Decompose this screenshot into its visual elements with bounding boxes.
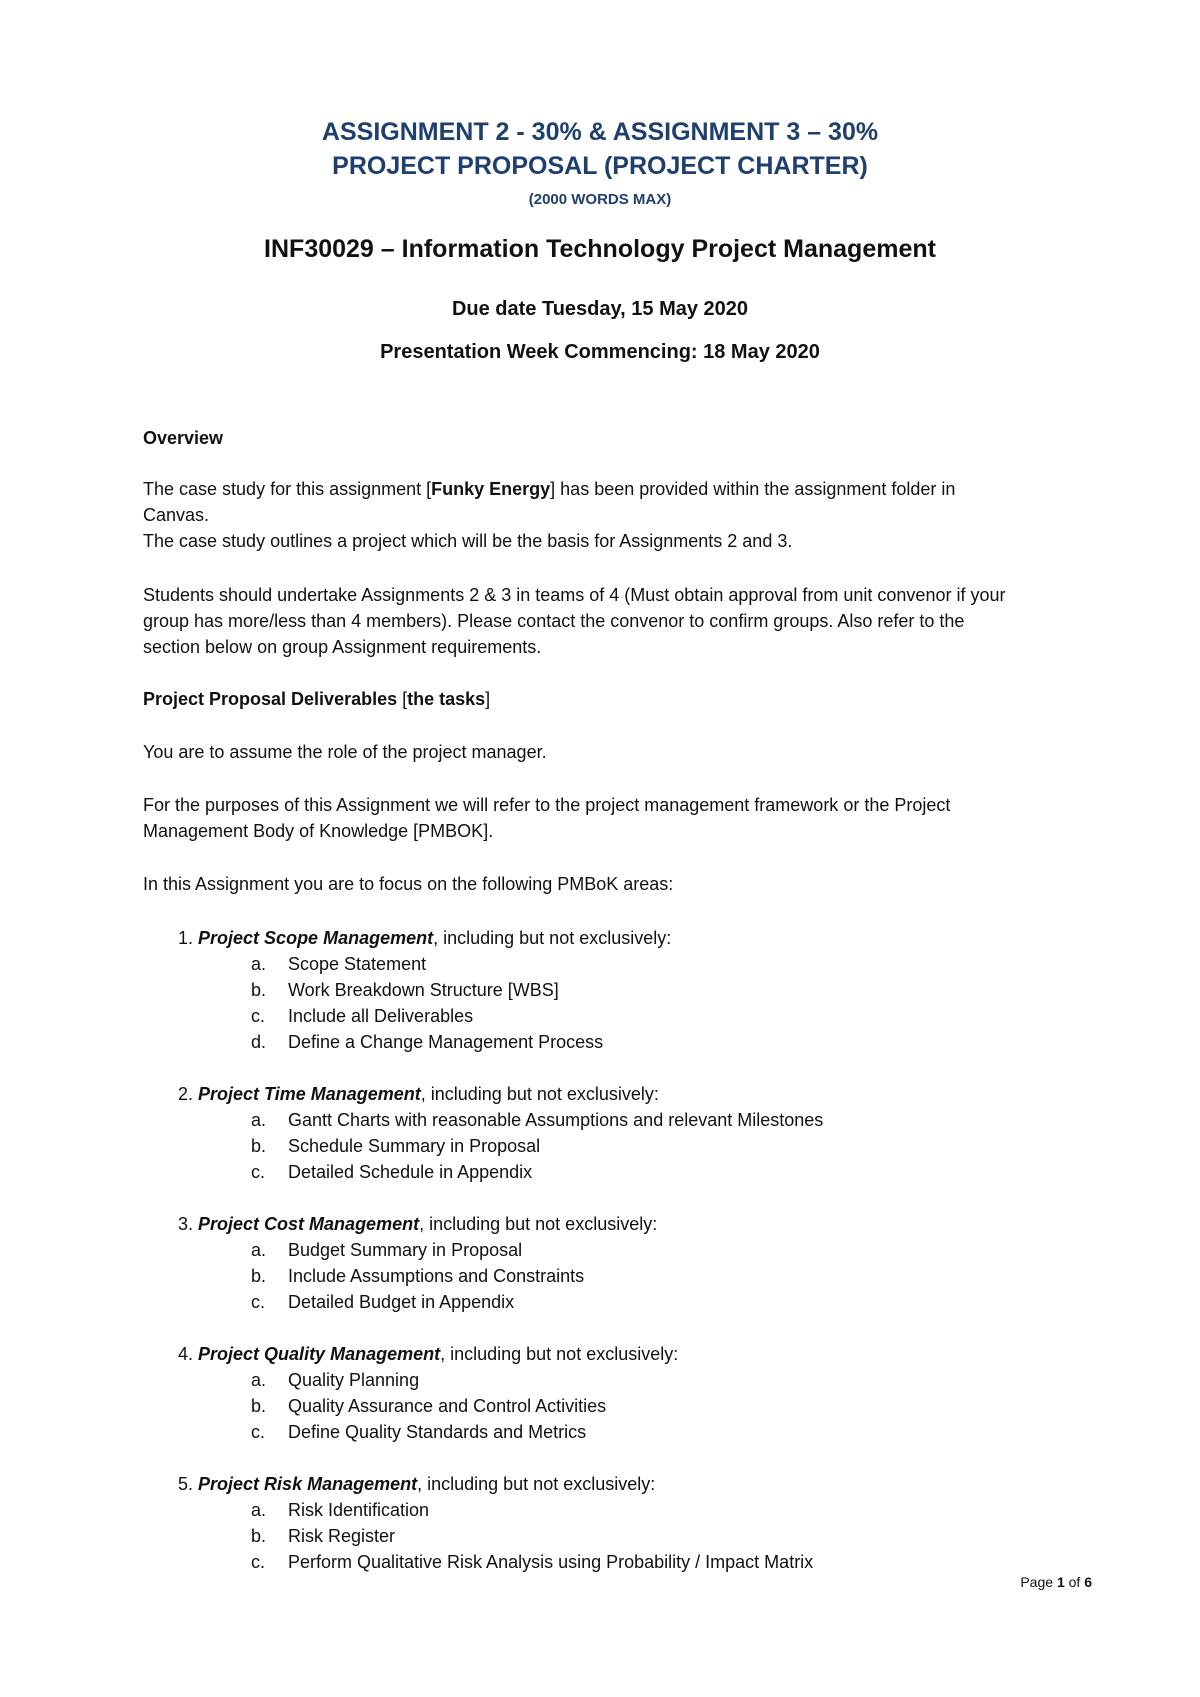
list-item [251, 1029, 603, 1055]
list-text: Include Assumptions and Constraints [288, 1266, 585, 1286]
bracket-open: [ [397, 689, 408, 709]
area-number: 2. [178, 1084, 194, 1104]
overview-paragraph-1 [143, 476, 1023, 528]
list-text: Gantt Charts with reasonable Assumptions and relevant Milestones [288, 1110, 824, 1130]
list-item [251, 951, 426, 977]
area-name: Project Quality Management [198, 1344, 441, 1364]
area-suffix: , including but not exclusively: [420, 1084, 659, 1104]
list-item [251, 1419, 586, 1445]
tasks-label: the tasks [407, 689, 486, 709]
list-text: Define a Change Management Process [288, 1032, 604, 1052]
list-text: Detailed Schedule in Appendix [288, 1162, 533, 1182]
list-letter: b. [251, 1136, 267, 1156]
list-item [251, 1289, 514, 1315]
list-letter: a. [251, 1370, 267, 1390]
area-suffix: , including but not exclusively: [433, 928, 672, 948]
list-text: Detailed Budget in Appendix [288, 1292, 515, 1312]
list-item [251, 1159, 532, 1185]
list-text: Risk Identification [288, 1500, 430, 1520]
list-item [251, 1393, 606, 1419]
area-number: 4. [178, 1344, 194, 1364]
list-letter: c. [251, 1552, 266, 1572]
list-item [251, 1237, 522, 1263]
list-letter: a. [251, 954, 267, 974]
list-item [251, 1367, 419, 1393]
deliverables-paragraph-3: In this Assignment you are to focus on the following PMBoK areas: [143, 874, 674, 894]
list-letter: b. [251, 1396, 267, 1416]
of-label: of [1064, 1574, 1085, 1590]
list-letter: b. [251, 980, 267, 1000]
proposal-title: PROJECT PROPOSAL (PROJECT CHARTER) [332, 152, 868, 180]
assignment-title: ASSIGNMENT 2 - 30% & ASSIGNMENT 3 – 30% [321, 118, 879, 146]
list-letter: c. [251, 1162, 266, 1182]
list-letter: c. [251, 1292, 266, 1312]
page-footer [1020, 1574, 1092, 1590]
deliverables-paragraph-2: For the purposes of this Assignment we will refer to the project management framework or the Project Management Body of Knowledge [PMBOK]. [143, 795, 951, 841]
case-study-name: Funky Energy [431, 479, 551, 499]
area-suffix: , including but not exclusively: [417, 1474, 656, 1494]
deliverables-heading-text: Project Proposal Deliverables [143, 689, 398, 709]
total-pages: 6 [1084, 1574, 1092, 1590]
page-number: 1 [1056, 1574, 1065, 1590]
word-limit: (2000 WORDS MAX) [528, 191, 672, 208]
list-letter: a. [251, 1110, 267, 1130]
area-number: 3. [178, 1214, 194, 1234]
page-label: Page [1020, 1574, 1057, 1590]
list-item [251, 1497, 429, 1523]
area-number: 1. [178, 928, 194, 948]
area-suffix: , including but not exclusively: [440, 1344, 679, 1364]
list-item [251, 1263, 584, 1289]
list-text: Perform Qualitative Risk Analysis using Probability / Impact Matrix [288, 1552, 814, 1572]
list-item [251, 1549, 813, 1575]
area-name: Project Scope Management [198, 928, 434, 948]
list-letter: a. [251, 1240, 267, 1260]
list-letter: b. [251, 1526, 267, 1546]
list-text: Risk Register [288, 1526, 396, 1546]
list-text: Budget Summary in Proposal [288, 1240, 523, 1260]
list-text: Scope Statement [288, 954, 427, 974]
overview-paragraph-3: Students should undertake Assignments 2 & 3 in teams of 4 (Must obtain approval from unit convenor if your group has more/less than 4 members). Please contact the convenor to confirm groups. Also refer to the section below on group Assignment requirements. [143, 585, 1006, 657]
overview-heading: Overview [143, 428, 224, 448]
area-name: Project Risk Management [198, 1474, 418, 1494]
area-time-management [178, 1081, 659, 1107]
list-item [251, 977, 559, 1003]
area-number: 5. [178, 1474, 194, 1494]
area-suffix: , including but not exclusively: [419, 1214, 658, 1234]
list-letter: d. [251, 1032, 267, 1052]
area-quality-management [178, 1341, 678, 1367]
area-risk-management [178, 1471, 655, 1497]
list-text: Quality Planning [288, 1370, 420, 1390]
course-title: INF30029 – Information Technology Project Management [264, 235, 936, 263]
list-text: Work Breakdown Structure [WBS] [288, 980, 559, 1000]
area-cost-management [178, 1211, 657, 1237]
bracket-close: ] [485, 689, 491, 709]
deliverables-heading [143, 686, 1023, 712]
list-letter: b. [251, 1266, 267, 1286]
area-name: Project Time Management [198, 1084, 421, 1104]
list-text: Quality Assurance and Control Activities [288, 1396, 607, 1416]
list-letter: a. [251, 1500, 267, 1520]
list-letter: c. [251, 1006, 266, 1026]
list-text: Define Quality Standards and Metrics [288, 1422, 587, 1442]
overview-paragraph-2: The case study outlines a project which will be the basis for Assignments 2 and 3. [143, 531, 793, 551]
list-text: Include all Deliverables [288, 1006, 474, 1026]
list-item [251, 1133, 540, 1159]
overview-p1-text-end: ] has been provided within the assignment folder in Canvas. [143, 479, 956, 525]
deliverables-paragraph-1: You are to assume the role of the project manager. [143, 742, 547, 762]
list-letter: c. [251, 1422, 266, 1442]
area-name: Project Cost Management [198, 1214, 420, 1234]
list-item [251, 1003, 473, 1029]
area-scope-management [178, 925, 671, 951]
list-item [251, 1107, 823, 1133]
overview-p1-text: The case study for this assignment [ [143, 479, 432, 499]
due-date: Due date Tuesday, 15 May 2020 [451, 298, 749, 320]
list-item [251, 1523, 395, 1549]
list-text: Schedule Summary in Proposal [288, 1136, 541, 1156]
presentation-week: Presentation Week Commencing: 18 May 2020 [380, 341, 820, 363]
